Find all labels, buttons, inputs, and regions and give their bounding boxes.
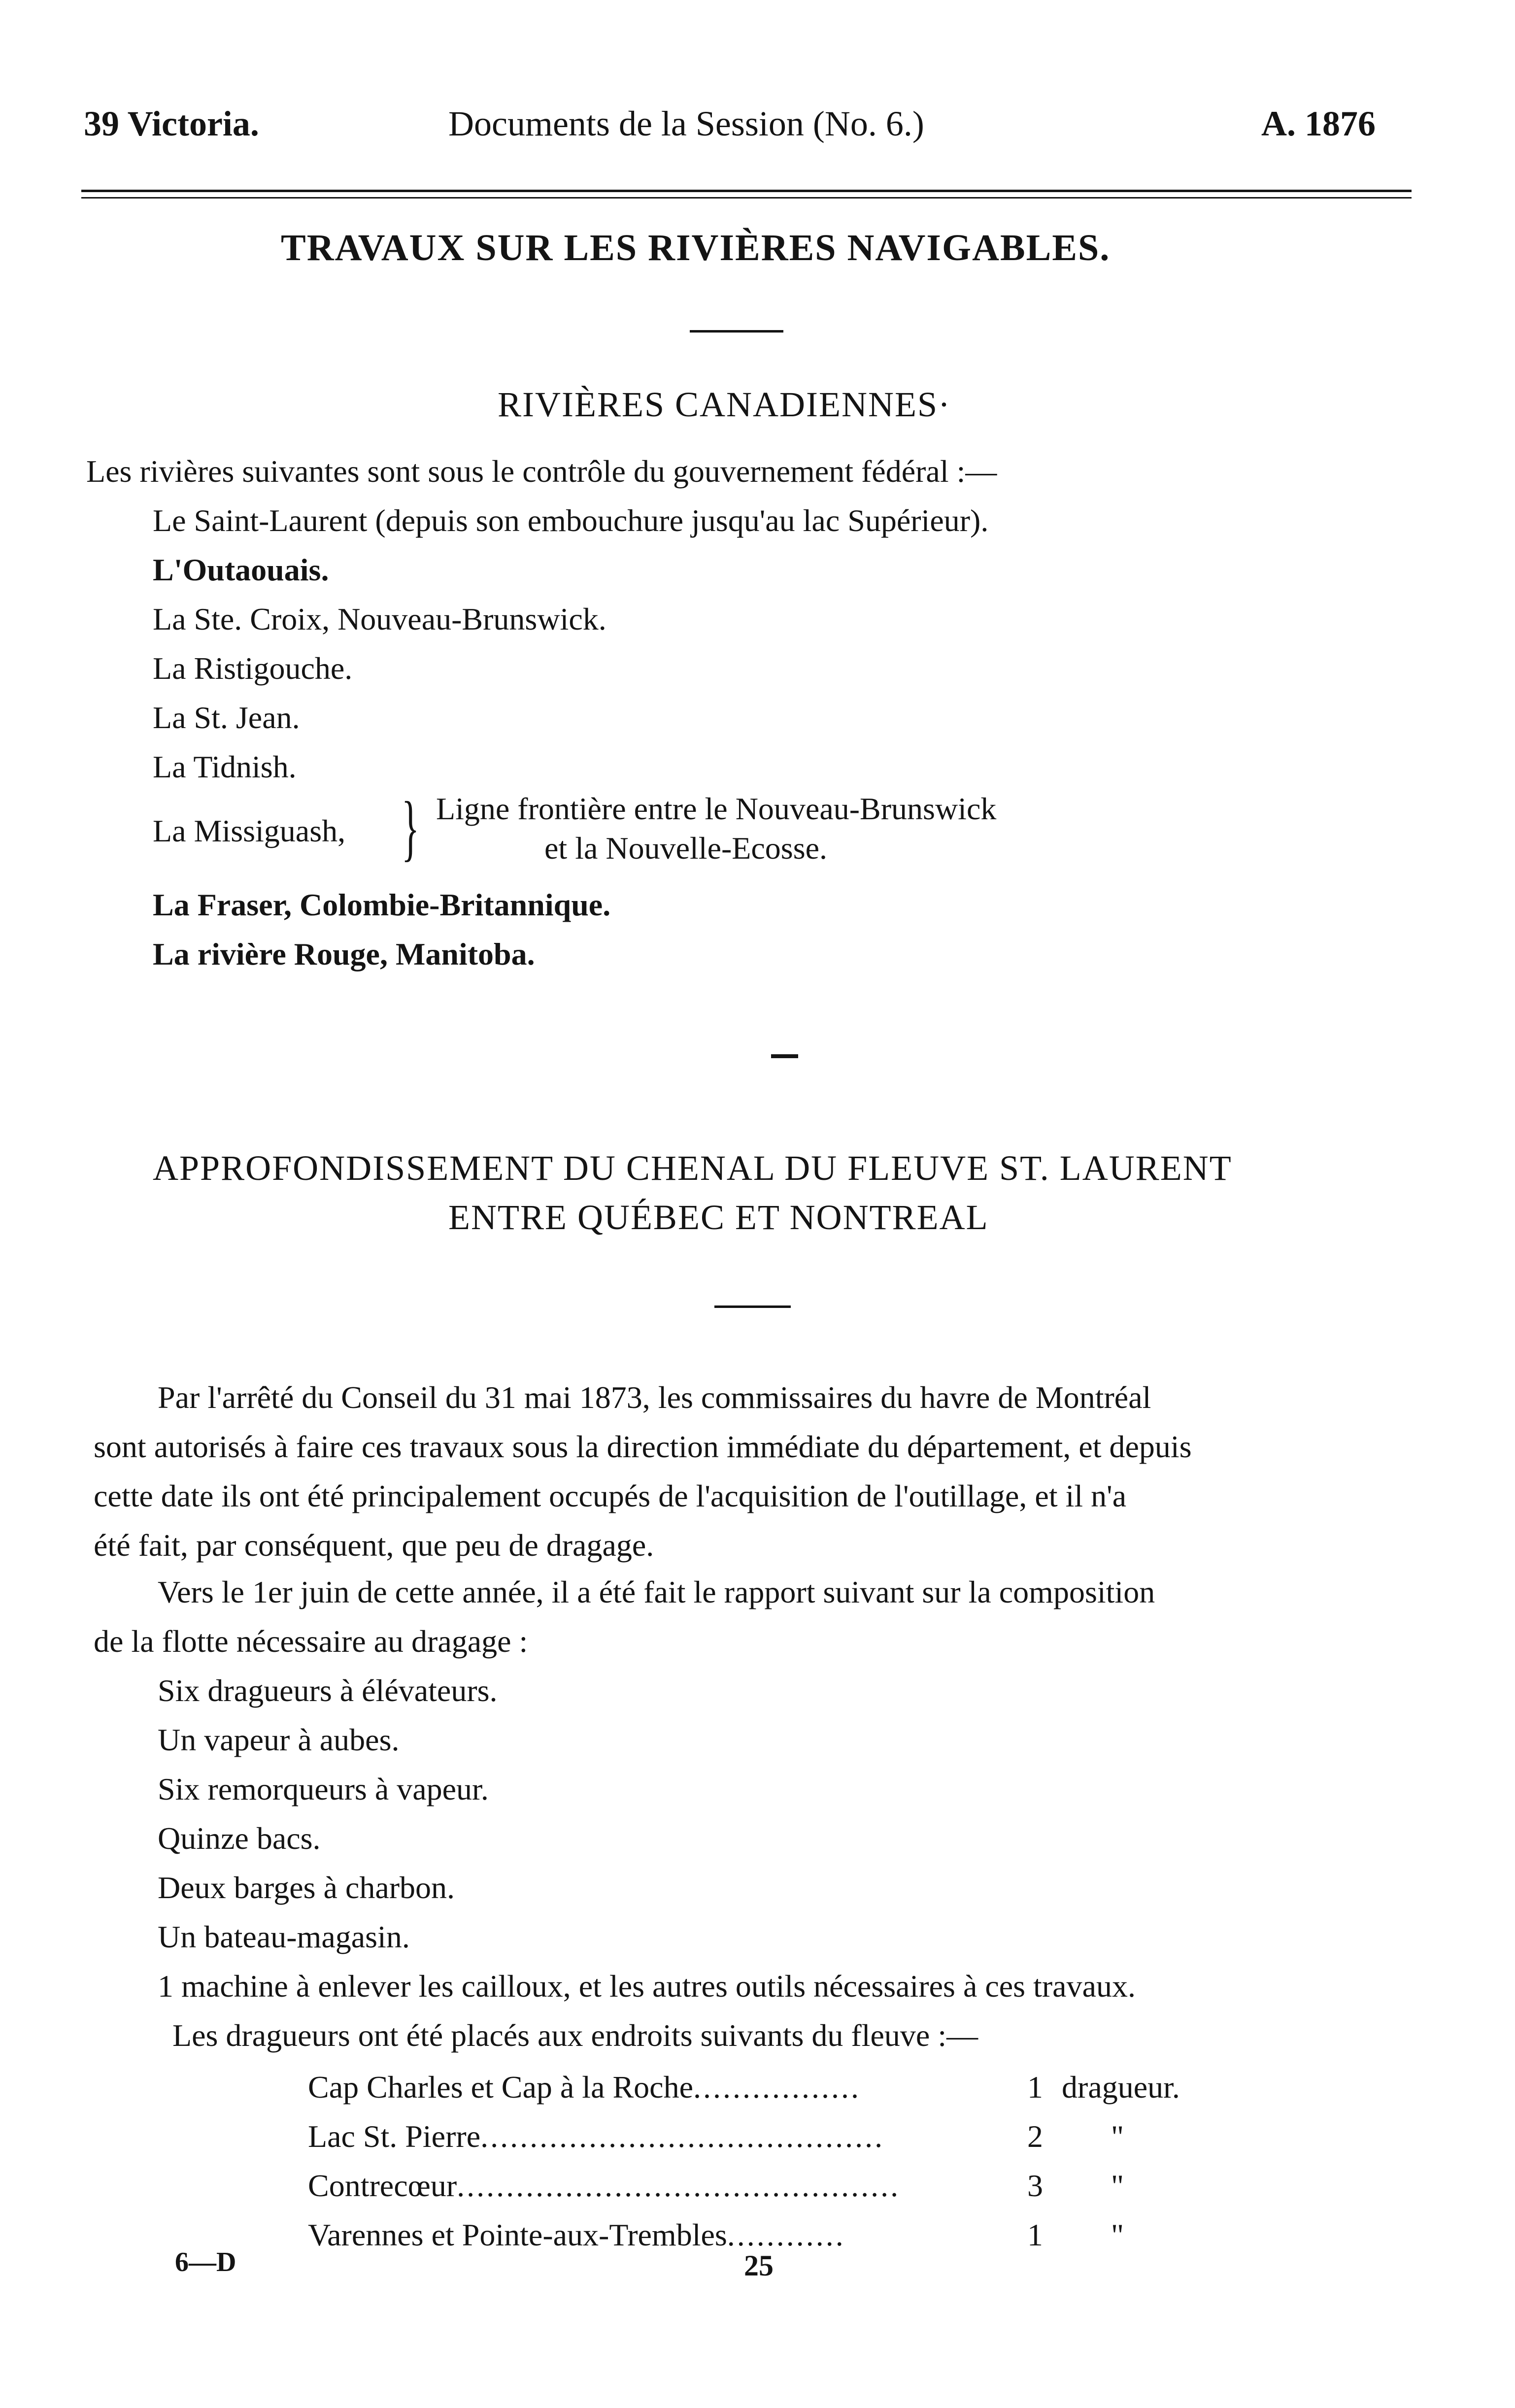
section1-heading: RIVIÈRES CANADIENNES· [498,385,951,424]
header-center: Documents de la Session (No. 6.) [448,104,924,143]
fleet-item: Six remorqueurs à vapeur. [158,1772,489,1806]
page-title: TRAVAUX SUR LES RIVIÈRES NAVIGABLES. [281,227,1111,268]
header-rule-top [81,190,1412,192]
dot-leader: ............................................. [457,2168,901,2203]
missiguash-note-line2: et la Nouvelle-Ecosse. [544,831,827,866]
dot-leader: ......................................... [480,2119,885,2154]
section2-heading-line1: APPROFONDISSEMENT DU CHENAL DU FLEUVE ST. LAURENT [153,1148,1232,1188]
river-item-missiguash: La Missiguash, [153,813,346,848]
missiguash-note-line1: Ligne frontière entre le Nouveau-Brunswick [436,791,997,826]
section2-heading-line2: ENTRE QUÉBEC ET NONTREAL [448,1198,989,1237]
paragraph1-line: sont autorisés à faire ces travaux sous la direction immédiate du département, et depuis [94,1429,1192,1464]
dredger-place: Lac St. Pierre [308,2119,481,2154]
section2-divider [714,1305,791,1308]
river-item: La rivière Rouge, Manitoba. [153,936,535,971]
fleet-item: Quinze bacs. [158,1821,321,1856]
fleet-item: Un vapeur à aubes. [158,1722,400,1757]
paragraph1-line: Par l'arrêté du Conseil du 31 mai 1873, les commissaires du havre de Montréal [158,1380,1151,1415]
fleet-item: 1 machine à enlever les cailloux, et les autres outils nécessaires à ces travaux. [158,1969,1136,2004]
brace-glyph: } [402,787,419,869]
dredger-place: Contrecœur [308,2168,457,2203]
river-item: L'Outaouais. [153,552,329,587]
fleet-item: Six dragueurs à élévateurs. [158,1673,498,1708]
river-item: La Tidnish. [153,749,297,784]
dot-leader: ............ [727,2217,845,2252]
river-item: La Ristigouche. [153,651,353,686]
dredger-row [308,2069,861,2106]
header-left: 39 Victoria. [84,104,259,143]
dredger-unit: " [1111,2217,1124,2252]
river-item: Le Saint-Laurent (depuis son embouchure jusqu'au lac Supérieur). [153,503,989,538]
paragraph1-line: cette date ils ont été principalement occupés de l'acquisition de l'outillage, et il n'a [94,1478,1127,1513]
dredger-row [308,2168,900,2204]
paragraph2-line: de la flotte nécessaire au dragage : [94,1624,528,1659]
signature-mark: 6—D [175,2247,236,2277]
dredgers-intro: Les dragueurs ont été placés aux endroits suivants du fleuve :— [172,2018,978,2053]
river-item: La St. Jean. [153,700,300,735]
dot-leader: ................. [693,2070,861,2105]
dredger-count: 1 [1027,2217,1043,2252]
section-divider [771,1054,798,1058]
dredger-unit: dragueur. [1062,2070,1180,2105]
river-item: La Ste. Croix, Nouveau-Brunswick. [153,602,606,636]
fleet-item: Un bateau-magasin. [158,1919,410,1954]
header-rule-bottom [81,197,1412,199]
dredger-row [308,2217,845,2253]
dredger-count: 1 [1027,2070,1043,2105]
page-number: 25 [744,2249,774,2282]
dredger-unit: " [1111,2119,1124,2154]
dredger-place: Cap Charles et Cap à la Roche [308,2070,693,2105]
dredger-place: Varennes et Pointe-aux-Trembles [308,2217,727,2252]
header-right: A. 1876 [1261,104,1376,143]
paragraph1-line: été fait, par conséquent, que peu de dragage. [94,1528,654,1563]
dredger-unit: " [1111,2168,1124,2203]
dredger-count: 3 [1027,2168,1043,2203]
paragraph2-line: Vers le 1er juin de cette année, il a été fait le rapport suivant sur la composition [158,1574,1155,1609]
dredger-row [308,2118,884,2155]
river-item: La Fraser, Colombie-Britannique. [153,887,611,922]
dredger-count: 2 [1027,2119,1043,2154]
fleet-item: Deux barges à charbon. [158,1870,455,1905]
title-divider [690,330,783,333]
section1-intro: Les rivières suivantes sont sous le contrôle du gouvernement fédéral :— [86,454,997,489]
